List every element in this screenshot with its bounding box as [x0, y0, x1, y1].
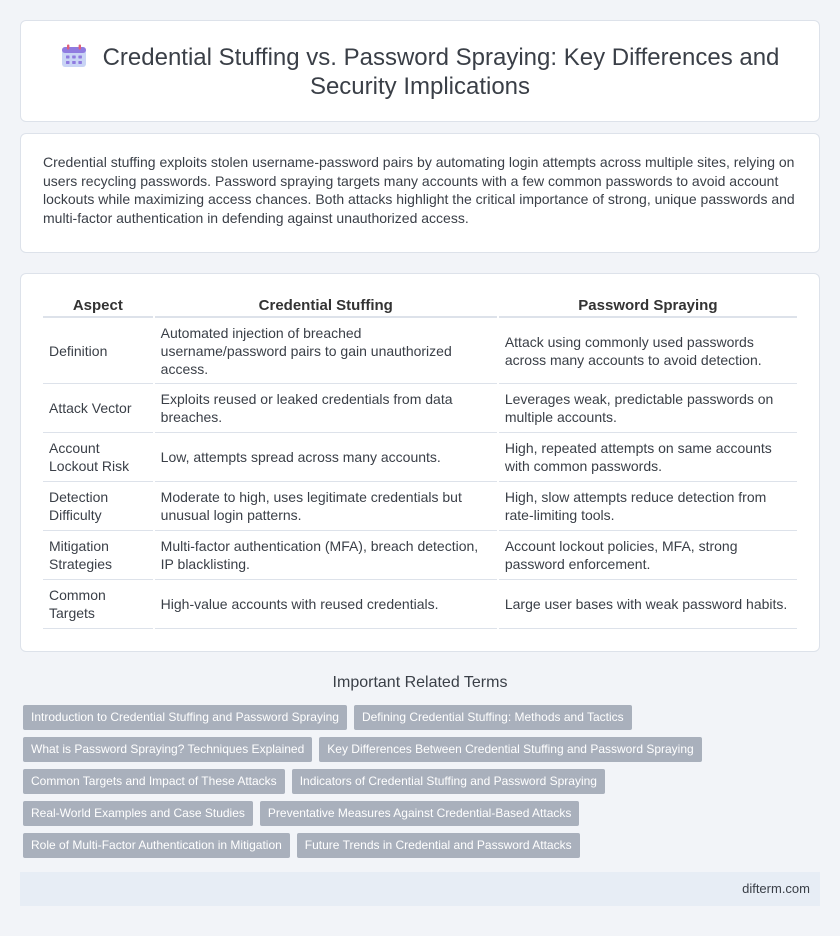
related-term-tag[interactable]: Common Targets and Impact of These Attacks: [23, 769, 285, 794]
tag-row: [23, 833, 803, 858]
row-credential-stuffing: Automated injection of breached username/password pairs to gain unauthorized access.: [155, 318, 497, 384]
row-credential-stuffing: Multi-factor authentication (MFA), breach detection, IP blacklisting.: [155, 531, 497, 580]
related-term-tag[interactable]: What is Password Spraying? Techniques Explained: [23, 737, 312, 762]
row-credential-stuffing: Low, attempts spread across many accounts.: [155, 433, 497, 482]
tag-row: [23, 737, 803, 762]
related-term-tag[interactable]: Key Differences Between Credential Stuffing and Password Spraying: [319, 737, 701, 762]
row-aspect: Common Targets: [43, 580, 153, 629]
comparison-table-card: [20, 273, 820, 652]
table-row: [43, 433, 797, 482]
related-term-tag[interactable]: Role of Multi-Factor Authentication in Mitigation: [23, 833, 290, 858]
tag-row: [23, 801, 803, 826]
header-card: [20, 20, 820, 122]
row-password-spraying: Leverages weak, predictable passwords on multiple accounts.: [499, 384, 797, 433]
tag-row: [23, 705, 803, 730]
table-row: [43, 482, 797, 531]
related-terms-list: [23, 705, 803, 865]
footer-site-link[interactable]: difterm.com: [742, 881, 810, 896]
row-password-spraying: Large user bases with weak password habits.: [499, 580, 797, 629]
related-term-tag[interactable]: Future Trends in Credential and Password Attacks: [297, 833, 580, 858]
row-aspect: Detection Difficulty: [43, 482, 153, 531]
table-row: [43, 318, 797, 384]
row-aspect: Definition: [43, 318, 153, 384]
header-password-spraying: Password Spraying: [499, 296, 797, 318]
row-password-spraying: Account lockout policies, MFA, strong password enforcement.: [499, 531, 797, 580]
table-row: [43, 531, 797, 580]
footer-bar: [20, 872, 820, 906]
row-credential-stuffing: Exploits reused or leaked credentials from data breaches.: [155, 384, 497, 433]
row-password-spraying: High, repeated attempts on same accounts with common passwords.: [499, 433, 797, 482]
table-row: [43, 580, 797, 629]
intro-card: [20, 133, 820, 253]
page-title: Credential Stuffing vs. Password Spraying: Key Differences and Security Implications: [102, 44, 780, 100]
row-credential-stuffing: Moderate to high, uses legitimate credentials but unusual login patterns.: [155, 482, 497, 531]
related-term-tag[interactable]: Introduction to Credential Stuffing and Password Spraying: [23, 705, 347, 730]
row-aspect: Account Lockout Risk: [43, 433, 153, 482]
table-row: [43, 384, 797, 433]
related-term-tag[interactable]: Indicators of Credential Stuffing and Password Spraying: [292, 769, 605, 794]
row-password-spraying: Attack using commonly used passwords across many accounts to avoid detection.: [499, 318, 797, 384]
header-credential-stuffing: Credential Stuffing: [155, 296, 497, 318]
comparison-table: [41, 296, 799, 629]
table-header-row: [43, 296, 797, 318]
intro-paragraph: Credential stuffing exploits stolen username-password pairs by automating login attempts across multiple sites, relying on users recycling passwords. Password spraying targets many accounts with a few common passwords to avoid account lockouts while maximizing access chances. Both attacks highlight the critical importance of strong, unique passwords and multi-factor authentication in defending against unauthorized access.: [43, 154, 795, 226]
tag-row: [23, 769, 803, 794]
header-aspect: Aspect: [43, 296, 153, 318]
row-aspect: Mitigation Strategies: [43, 531, 153, 580]
related-term-tag[interactable]: Real-World Examples and Case Studies: [23, 801, 253, 826]
related-term-tag[interactable]: Defining Credential Stuffing: Methods and Tactics: [354, 705, 632, 730]
row-aspect: Attack Vector: [43, 384, 153, 433]
row-password-spraying: High, slow attempts reduce detection from rate-limiting tools.: [499, 482, 797, 531]
page-title-wrap: [21, 43, 819, 101]
row-credential-stuffing: High-value accounts with reused credentials.: [155, 580, 497, 629]
related-term-tag[interactable]: Preventative Measures Against Credential-Based Attacks: [260, 801, 580, 826]
related-terms-title: Important Related Terms: [332, 674, 508, 691]
calendar-grid-icon: [61, 44, 87, 68]
